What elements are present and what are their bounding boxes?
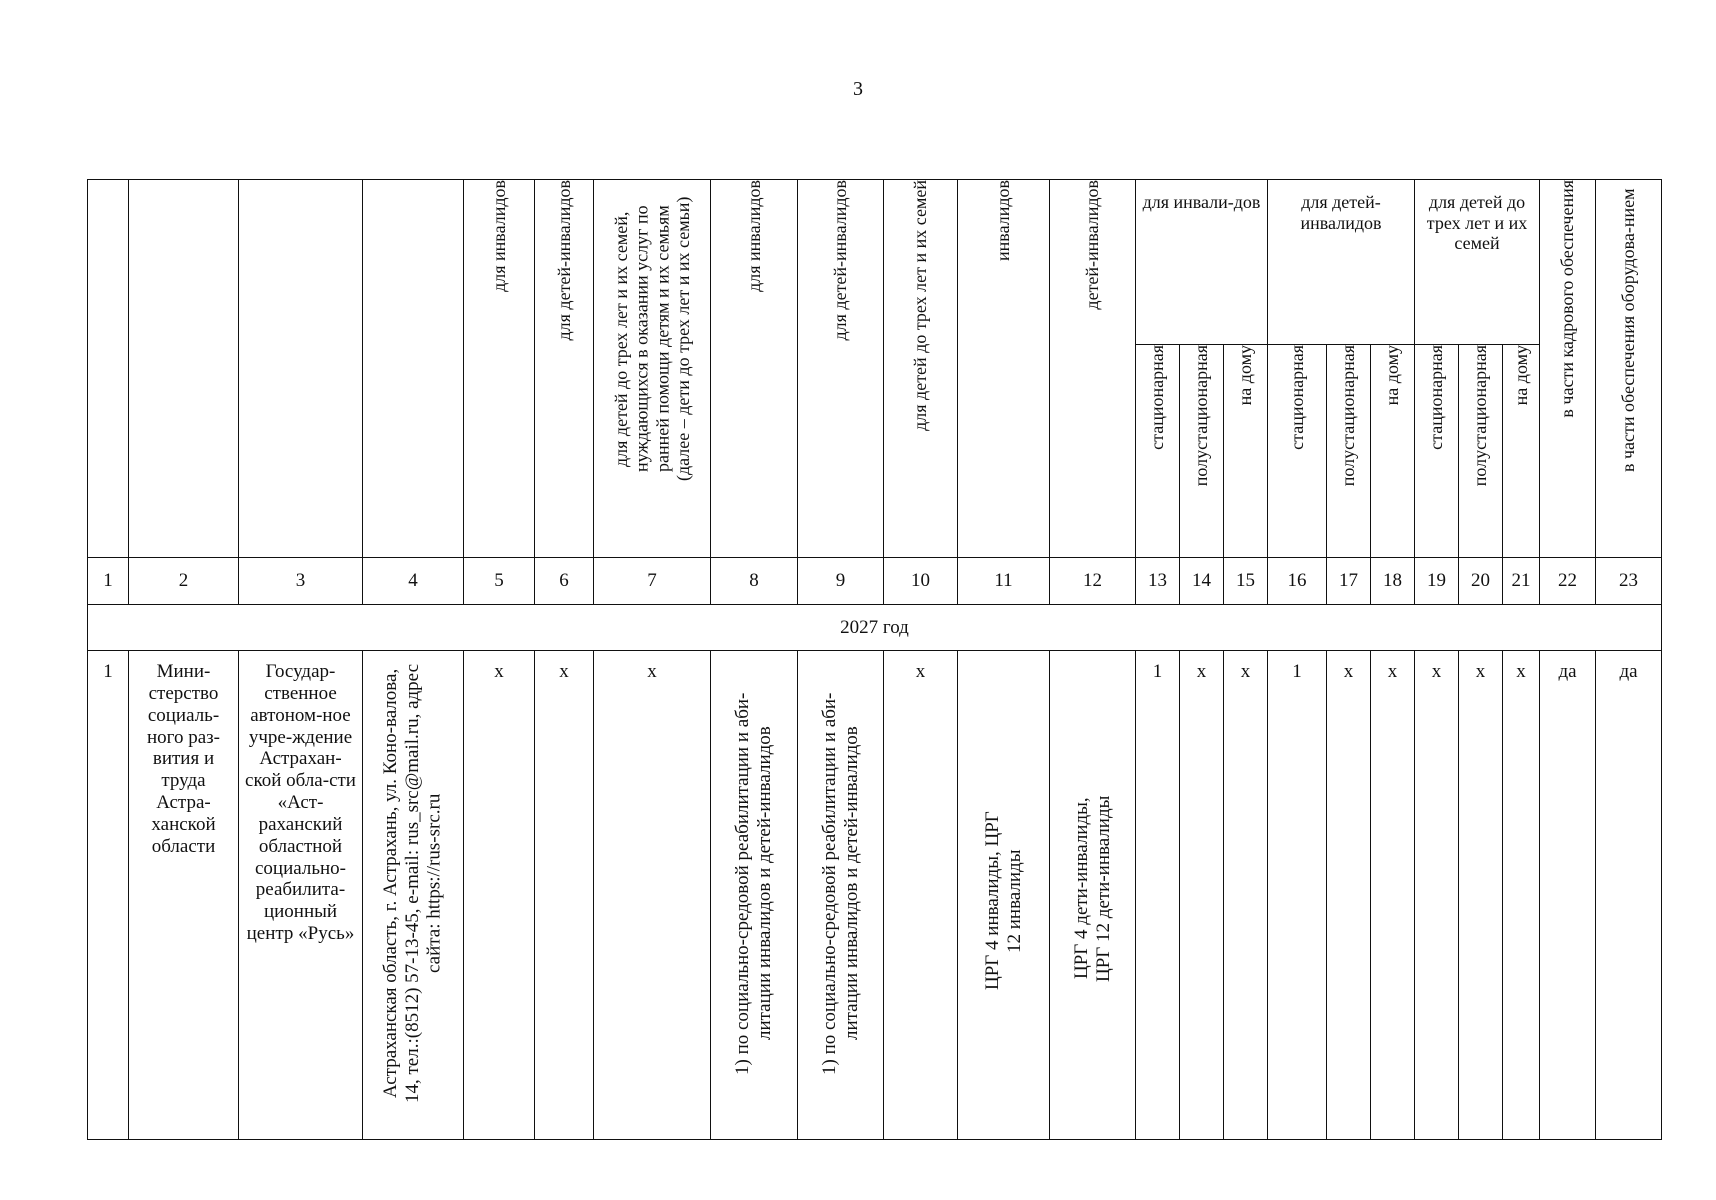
column-number: 13: [1136, 558, 1180, 605]
column-number: 22: [1540, 558, 1596, 605]
year-label: 2027 год: [88, 605, 1662, 651]
header-col-6: для детей-инвалидов: [535, 180, 594, 558]
column-number: 12: [1050, 558, 1136, 605]
column-numbers-row: [88, 558, 1662, 605]
cell-col-16: 1: [1268, 651, 1327, 1140]
header-empty-2: [129, 180, 239, 558]
column-number: 19: [1415, 558, 1459, 605]
column-number: 8: [711, 558, 798, 605]
cell-col-14: х: [1180, 651, 1224, 1140]
header-col-18: на дому: [1371, 345, 1415, 558]
column-number: 1: [88, 558, 129, 605]
header-col-9: для детей-инвалидов: [798, 180, 884, 558]
cell-col-15: х: [1224, 651, 1268, 1140]
header-col-20: полустационарная: [1459, 345, 1503, 558]
header-empty-1: [88, 180, 129, 558]
header-col-14: полустационарная: [1180, 345, 1224, 558]
column-number: 7: [594, 558, 711, 605]
header-col-13: стационарная: [1136, 345, 1180, 558]
cell-col-21: х: [1503, 651, 1540, 1140]
header-col-22: в части кадрового обеспечения: [1540, 180, 1596, 558]
cell-col-19: х: [1415, 651, 1459, 1140]
column-number: 21: [1503, 558, 1540, 605]
header-group-children-under-three: для детей до трех лет и их семей: [1415, 180, 1540, 345]
column-number: 16: [1268, 558, 1327, 605]
column-number: 18: [1371, 558, 1415, 605]
header-group-disabled-children: для детей-инвалидов: [1268, 180, 1415, 345]
column-number: 4: [363, 558, 464, 605]
row-number: 1: [88, 651, 129, 1140]
column-number: 3: [239, 558, 363, 605]
cell-col-23: да: [1596, 651, 1662, 1140]
column-number: 23: [1596, 558, 1662, 605]
column-number: 17: [1327, 558, 1371, 605]
column-number: 20: [1459, 558, 1503, 605]
header-col-17: полустационарная: [1327, 345, 1371, 558]
cell-col-22: да: [1540, 651, 1596, 1140]
column-number: 10: [884, 558, 958, 605]
cell-col-18: х: [1371, 651, 1415, 1140]
header-col-5: для инвалидов: [464, 180, 535, 558]
header-col-19: стационарная: [1415, 345, 1459, 558]
header-col-16: стационарная: [1268, 345, 1327, 558]
header-empty-3: [239, 180, 363, 558]
header-col-15: на дому: [1224, 345, 1268, 558]
column-number: 15: [1224, 558, 1268, 605]
address-cell: Астраханская область, г. Астрахань, ул. Коно-валова, 14, тел.:(8512) 57-13-45, e-mail: rus_src@mail.ru, адрес сайта: https://rus-src.ru: [363, 651, 464, 1140]
cell-col-8: 1) по социально-средовой реабилитации и аби-литации инвалидов и детей-инвалидов: [711, 651, 798, 1140]
header-col-10: для детей до трех лет и их семей: [884, 180, 958, 558]
header-col-7: для детей до трех лет и их семей, нуждающихся в оказании услуг по ранней помощи детям и их семьям (далее – дети до трех лет и их семьи): [594, 180, 711, 558]
column-number: 2: [129, 558, 239, 605]
cell-col-12: ЦРГ 4 дети-инвалиды, ЦРГ 12 дети-инвалиды: [1050, 651, 1136, 1140]
column-number: 11: [958, 558, 1050, 605]
cell-col-11: ЦРГ 4 инвалиды, ЦРГ 12 инвалиды: [958, 651, 1050, 1140]
cell-col-5: х: [464, 651, 535, 1140]
cell-col-9: 1) по социально-средовой реабилитации и аби-литации инвалидов и детей-инвалидов: [798, 651, 884, 1140]
page-number: 3: [853, 78, 863, 100]
rehabilitation-table: [87, 179, 1662, 1140]
header-col-12: детей-инвалидов: [1050, 180, 1136, 558]
header-col-8: для инвалидов: [711, 180, 798, 558]
cell-col-17: х: [1327, 651, 1371, 1140]
header-empty-4: [363, 180, 464, 558]
column-number: 14: [1180, 558, 1224, 605]
header-col-23: в части обеспечения оборудова-нием: [1596, 180, 1662, 558]
cell-col-20: х: [1459, 651, 1503, 1140]
header-col-21: на дому: [1503, 345, 1540, 558]
cell-col-7: х: [594, 651, 711, 1140]
cell-col-6: х: [535, 651, 594, 1140]
header-group-disabled: для инвали-дов: [1136, 180, 1268, 345]
cell-col-10: х: [884, 651, 958, 1140]
column-number: 5: [464, 558, 535, 605]
column-number: 6: [535, 558, 594, 605]
header-col-11: инвалидов: [958, 180, 1050, 558]
institution-cell: Государ-ственное автоном-ное учре-ждение Астрахан-ской обла-сти «Аст-раханский областной социально-реабилита-ционный центр «Русь»: [239, 651, 363, 1140]
table-row: [88, 651, 1662, 1140]
column-number: 9: [798, 558, 884, 605]
ministry-cell: Мини-стерство социаль-ного раз-вития и труда Астра-ханской области: [129, 651, 239, 1140]
cell-col-13: 1: [1136, 651, 1180, 1140]
